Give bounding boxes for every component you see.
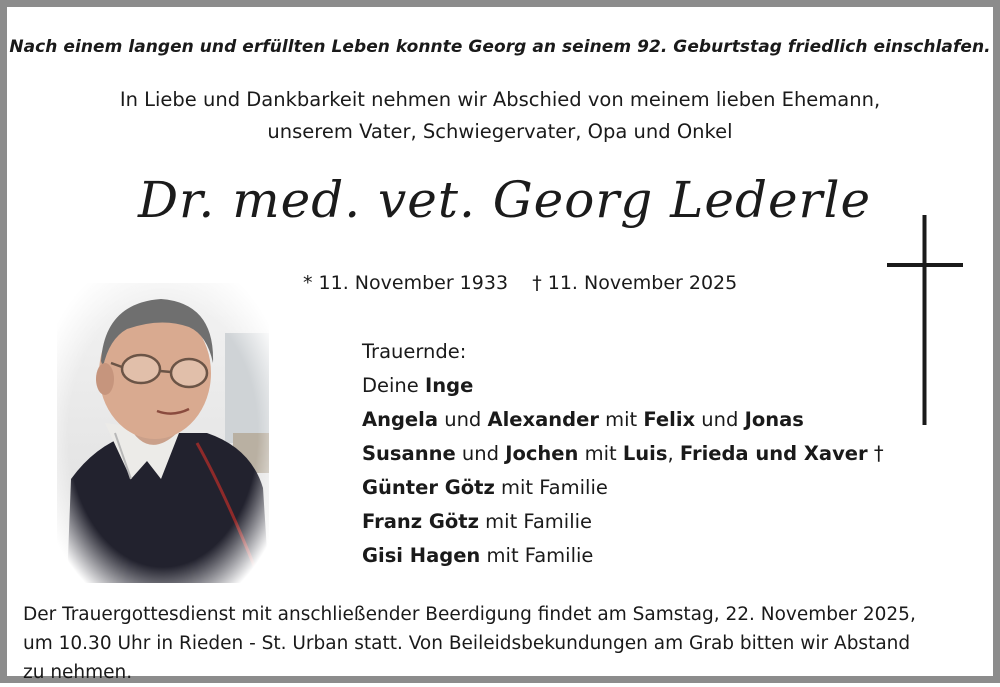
death-date: † 11. November 2025 [532,272,738,294]
intro-line: Nach einem langen und erfüllten Leben konnte Georg an seinem 92. Geburtstag friedlich einschlafen. [9,37,991,57]
birth-date: * 11. November 1933 [303,272,509,294]
mourner-text: , [667,442,680,465]
mourner-name: Jochen [505,442,579,465]
mourner-name: Gisi Hagen [362,544,481,567]
mourner-name: Frieda und Xaver [679,442,868,465]
service-line-3: zu nehmen. [23,662,133,683]
mourner-name: Alexander [487,408,599,431]
mourner-row [362,369,884,403]
deceased-name: Dr. med. vet. Georg Lederle [137,171,872,229]
cross-icon [887,215,963,425]
mourner-text: † [867,442,884,465]
life-dates [303,272,737,294]
mourner-name: Franz Götz [362,510,479,533]
mourner-text: mit [598,408,644,431]
portrait-image [57,283,269,583]
mourner-row [362,539,884,573]
service-info [23,600,977,687]
farewell-line-2: unserem Vater, Schwiegervater, Opa und Onkel [267,120,733,143]
farewell-text [7,84,993,148]
mourner-name: Angela [362,408,439,431]
mourners-list [362,335,884,573]
mourner-name: Susanne [362,442,456,465]
mourner-name: Felix [643,408,696,431]
mourner-text: mit Familie [494,476,608,499]
mourner-text: und [695,408,745,431]
portrait-photo [57,283,269,583]
mourner-name: Günter Götz [362,476,495,499]
mourner-text: mit Familie [478,510,593,533]
mourner-row [362,437,884,471]
mourner-text: mit [578,442,623,465]
service-line-1: Der Trauergottesdienst mit anschließender Beerdigung findet am Samstag, 22. November 2025, [23,604,916,625]
mourner-text: und [455,442,506,465]
mourner-row [362,471,884,505]
mourner-name: Luis [622,442,668,465]
mourner-text: Deine [362,374,425,397]
mourners-heading: Trauernde: [362,340,467,363]
mourner-text: und [438,408,488,431]
farewell-line-1: In Liebe und Dankbarkeit nehmen wir Abschied von meinem lieben Ehemann, [119,88,881,111]
mourner-row [362,505,884,539]
service-line-2: um 10.30 Uhr in Rieden - St. Urban statt. Von Beileidsbekundungen am Grab bitten wir Abstand [23,633,911,654]
mourner-row [362,403,884,437]
mourner-name: Jonas [744,408,804,431]
mourner-text: mit Familie [480,544,594,567]
mourner-name: Inge [425,374,474,397]
